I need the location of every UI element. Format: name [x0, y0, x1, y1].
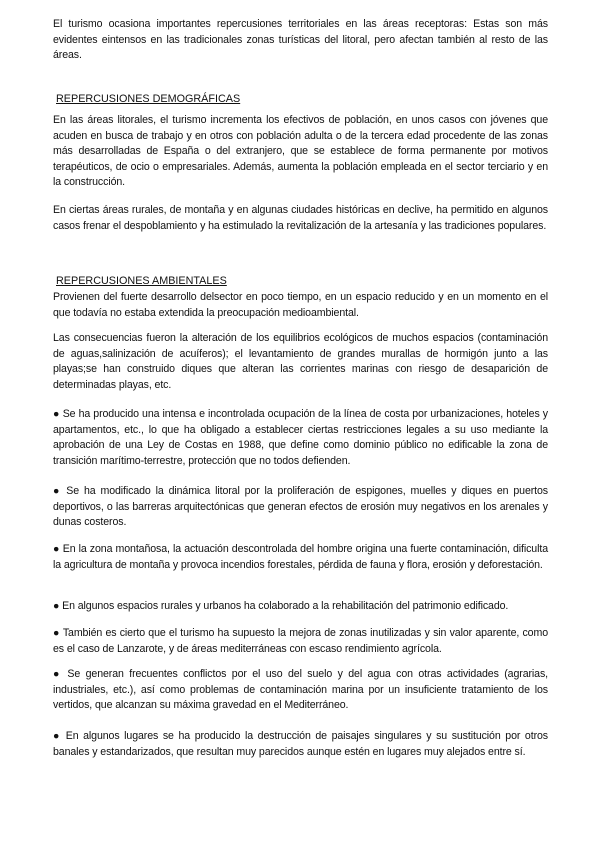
intro-paragraph: El turismo ocasiona importantes repercusiones territoriales en las áreas receptoras: Estas son más evidentes eintensos en las tradicionales zonas turísticas del litoral, pero afectan también al resto de las áreas. [53, 18, 548, 61]
bullet-text: En algunos espacios rurales y urbanos ha colaborado a la rehabilitación del patrimonio edificado. [62, 600, 509, 612]
bullet-icon: ● [53, 485, 62, 497]
bullet-text: Se ha modificado la dinámica litoral por la proliferación de espigones, muelles y diques en puertos deportivos, o las barreras arquitectónicas que generan efectos de erosión muy negativos en los arenales y dunas costeros. [53, 485, 548, 528]
bullet-icon: ● [53, 730, 62, 742]
bullet-item [53, 542, 548, 573]
bullet-item [53, 667, 548, 714]
bullet-text: Se generan frecuentes conflictos por el uso del suelo y del agua con otras actividades (agrarias, industriales, etc.), así como problemas de contaminación marina por un insuficiente tratamiento de los vertidos, que alcanzan su máxima gravedad en el Mediterráneo. [53, 668, 549, 711]
bullet-item [53, 599, 548, 615]
bullet-icon: ● [53, 600, 60, 612]
heading-demographic: REPERCUSIONES DEMOGRÁFICAS [56, 93, 241, 105]
demographic-paragraph-2: En ciertas áreas rurales, de montaña y en algunas ciudades históricas en declive, ha permitido en algunos casos frenar el despoblamiento y ha estimulado la revitalización de la artesanía y las tradiciones populares. [53, 204, 548, 232]
bullet-item [53, 729, 548, 760]
heading-environmental: REPERCUSIONES AMBIENTALES [56, 275, 227, 287]
environmental-paragraph-2: Las consecuencias fueron la alteración de los equilibrios ecológicos de muchos espacios (contaminación de aguas,salinización de acuíferos); el levantamiento de grandes murallas de hormigón junto a las playas;se han construido diques que alteran las corrientes marinas con riesgo de desaparición de determinadas playas, etc. [53, 332, 548, 391]
demographic-paragraph-1: En las áreas litorales, el turismo incrementa los efectivos de población, en unos casos con jóvenes que acuden en busca de trabajo y en otros con población adulta o de la tercera edad procedente de las zonas más desarrolladas de España o del extranjero, que se establece de forma permanente por motivos terapéuticos, de ocio o empresariales. Además, aumenta la población empleada en el sector terciario y en la construcción. [53, 114, 548, 188]
bullet-item [53, 626, 548, 657]
environmental-paragraph-1: Provienen del fuerte desarrollo delsector en poco tiempo, en un espacio reducido y en un momento en el que todavía no estaba extendida la preocupación medioambiental. [53, 291, 548, 319]
bullet-item [53, 484, 548, 531]
bullet-text: También es cierto que el turismo ha supuesto la mejora de zonas inutilizadas y sin valor aparente, como es el caso de Lanzarote, y de áreas mediterráneas con escaso rendimiento agrícola. [53, 627, 548, 655]
bullet-icon: ● [53, 543, 60, 555]
bullet-text: En algunos lugares se ha producido la destrucción de paisajes singulares y su sustitución por otros banales y estandarizados, que resultan muy parecidos aunque estén en lugares muy alejados entre sí. [53, 730, 548, 758]
bullet-text: Se ha producido una intensa e incontrolada ocupación de la línea de costa por urbanizaciones, hoteles y apartamentos, etc., lo que ha obligado a establecer ciertas restricciones legales a su uso mediante la aprobación de una Ley de Costas en 1988, que define como dominio público no edificable la zona de transición marítimo-terrestre, protección que no todos defienden. [53, 408, 548, 467]
bullet-icon: ● [53, 627, 60, 639]
bullet-icon: ● [53, 668, 62, 680]
bullet-item [53, 407, 548, 469]
bullet-icon: ● [53, 408, 60, 420]
bullet-text: En la zona montañosa, la actuación descontrolada del hombre origina una fuerte contaminación, dificulta la agricultura de montaña y provoca incendios forestales, pérdida de fauna y flora, erosión y deforestación. [53, 543, 548, 571]
